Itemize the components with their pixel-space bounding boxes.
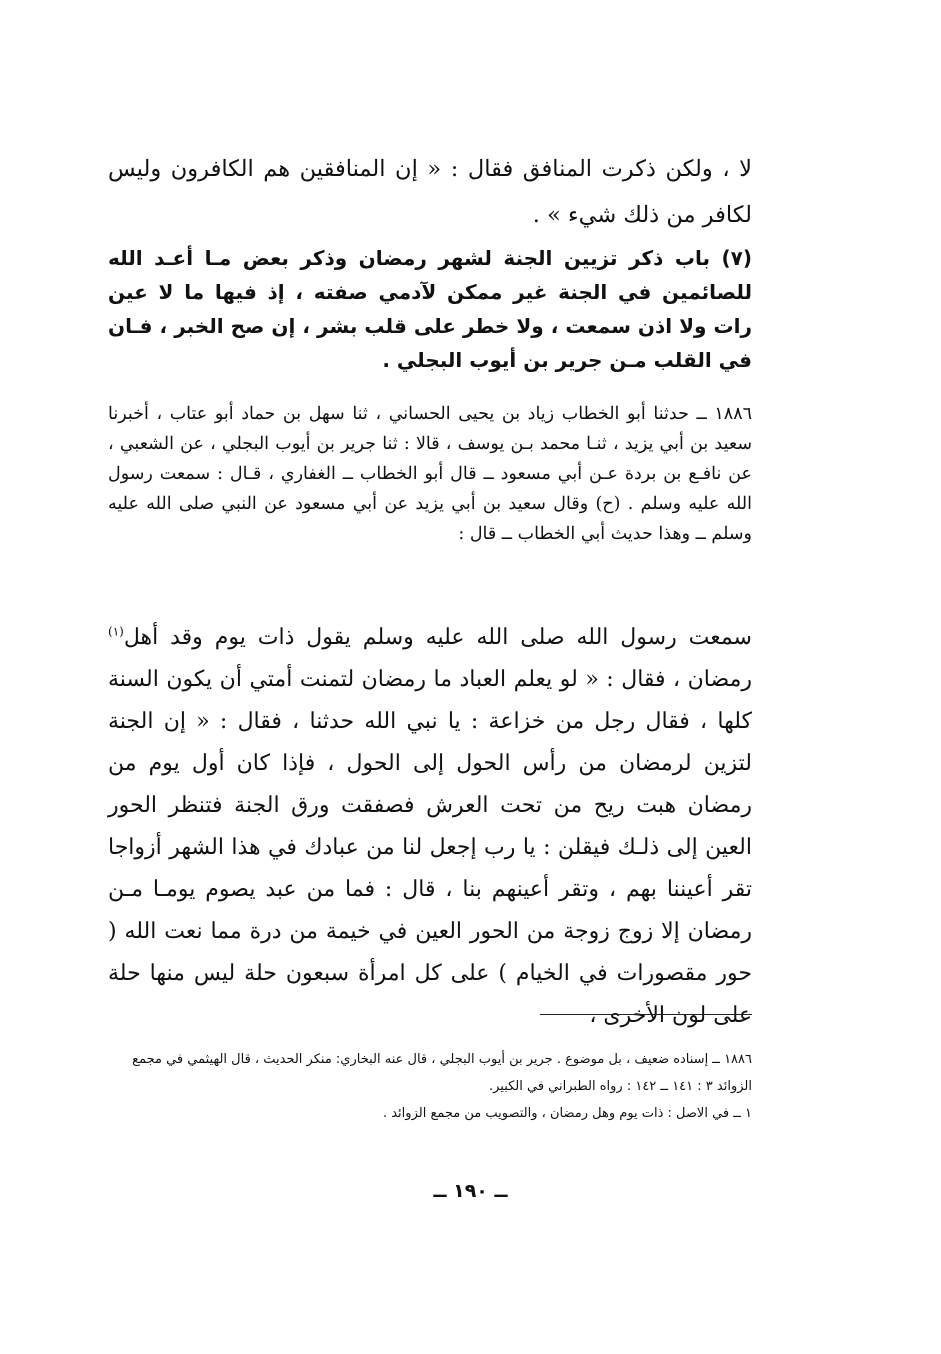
footnotes (108, 1046, 752, 1127)
hadith-text-rest: رمضان ، فقال : « لو يعلم العباد ما رمضان لتمنت أمتي أن يكون السنة كلها ، فقال رجل من خزاعة : يا نبي الله حدثنا ، فقال : « إن الجنة لتزين لرمضان من رأس الحول إلى الحول ، فإذا كان أول يوم من رمضان هبت ريح من تحت العرش فصفقت ورق الجنة فتنظر الحور العين إلى ذلـك فيقلن : يا رب إجعل لنا من عبادك في هذا الشهر أزواجا تقر أعيننا بهم ، وتقر أعينهم بنا ، قال : فما من عبد يصوم يومـا مـن رمضان إلا زوج زوجة من الحور العين في خيمة من درة مما نعت الله ( حور مقصورات في الخيام ) على كل امرأة سبعون حلة ليس منها حلة على لون الأخرى ، (108, 667, 752, 1028)
footnote-divider (540, 1014, 752, 1015)
page-number: ــ ١٩٠ ــ (433, 1180, 508, 1202)
chapter-heading: (٧) باب ذكر تزيين الجنة لشهر رمضان وذكر بعض مـا أعـد الله للصائمين في الجنة غير ممكن لآدمي صفته ، إذ فيها ما لا عين رات ولا اذن سمعت ، ولا خطر على قلب بشر ، إن صح الخبر ، فـان في القلب مـن جرير بن أيوب البجلي . (108, 246, 752, 372)
footnote-grading: ١٨٨٦ ــ إسناده ضعيف ، بل موضوع . جرير بن أيوب البجلي ، قال عنه البخاري: منكر الحديث ، قال الهيثمي في مجمع الزوائد ٣ : ١٤١ ــ ١٤٢ : رواه الطبراني في الكبير. (132, 1052, 752, 1094)
footnote-correction: ١ ــ في الاصل : ذات يوم وهل رمضان ، والتصويب من مجمع الزوائد . (382, 1106, 752, 1121)
hadith-paragraph (108, 617, 752, 1037)
hadith-text-start: سمعت رسول الله صلى الله عليه وسلم يقول ذات يوم وقد أهل (123, 625, 752, 650)
isnad-paragraph: ١٨٨٦ ــ حدثنا أبو الخطاب زياد بن يحيى الحساني ، ثنا سهل بن حماد أبو عتاب ، أخبرنا سعيد بن أبي يزيد ، ثنـا محمد بـن يوسف ، قالا : ثنا جرير بن أيوب البجلي ، عن الشعبي ، عن نافـع بن بردة عـن أبي مسعود ــ قال أبو الخطاب ــ الغفاري ، قـال : سمعت رسول الله عليه وسلم . (ح) وقال سعيد بن أبي يزيد عن أبي مسعود عن النبي صلى الله عليه وسلم ــ وهذا حديث أبي الخطاب ــ قال : (108, 404, 752, 544)
intro-paragraph: لا ، ولكن ذكرت المنافق فقال : « إن المنافقين هم الكافرون وليس لكافر من ذلك شيء » . (108, 156, 752, 228)
footnote-marker: (١) (108, 624, 124, 639)
